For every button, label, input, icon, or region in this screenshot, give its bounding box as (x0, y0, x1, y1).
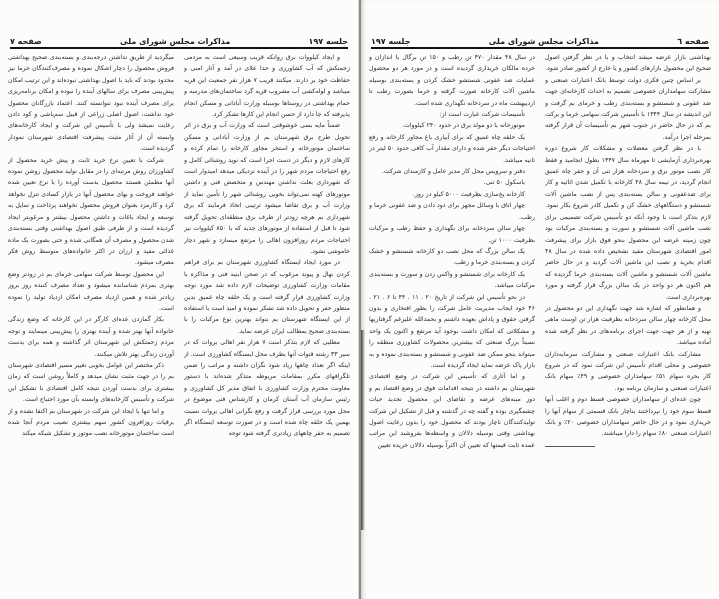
session-label: جلسه ۱۹۷ (308, 37, 348, 46)
paragraph: یک کارخانه برای شستشو و واکس زدن و سورت و بسته‌بندی مرکبات میباشد. (369, 270, 535, 290)
paragraph: ذکر مختصر این عوامل بخوبی تغییر مسیر اقتصادی شهرستان بم را در جهت مثبت نشان میدهد و کاملاً روشن است که زمان بیشتری برای بدست آوردن نتیجه کامل اقتصادی با تشکیل این شرکت و تأسیس کارخانه‌های وابسته بآن مورد احتیاج است. (8, 361, 174, 404)
paragraph: دفتر و سرویس محل کار مدیر عامل و کارمندان شرکت. (381, 168, 525, 176)
paragraph: مشارکت بانک اعتبارات صنعتی و مشارکت سرمایه‌داران خصوصی و محلی اقدام تأسیس این شرکت نمود که در شروع کار بحره سهام ۵۱٪ سهامداران خصوصی و ۴۹٪ سهام بانک اعتبارات صنعتی و سازمان برنامه بود. (545, 350, 711, 392)
paragraph: ضمناً مایه بسی خوشوقتی است که وزارت آب و برق در اثر تحویل طرح برق شهرستان بم از وزارت آبادانی و مسکن ساختمان موتورخانه و استخر مجاور کارخانه را تمام کرده و کارهای لازم و دیگر در دست اجرا است که نوید روشنائی کامل و رفع احتیاجات مردم شهر را در آینده نزدیکی میدهد امیدوار است که شهرداری بعلت نداشتن مهندس و متخصص فنی و داشتن موتورهای کهنه نمی‌تواند بخوبی روشنائی شهر را تأمین نماید از وزارت آب و برق تقاضا میشود ترتیبی اتخاذ فرمایند که برق شهرداری بم هرچه زودتر از طرف برق منطقه‌ای تحویل گرفته شود تا قبل از استفاده از موتورهای جدید که با ۸۵۰ کیلووات نیز احتیاجات مردم روزافزون اهالی را مرتفع میسازد و شهر دچار خاموشی نشود. (184, 122, 350, 255)
paragraph: و اما تنها با ایجاد این شرکت در شهرستان بم اکتفا نشده و از برقیات روزافزون کشور سهم بیشتری نصیب مردم آنجا شده است ساختمان موتورخانه نصب موتور و تشکیل شبکه میکند (8, 407, 174, 438)
paragraph: بکار گماردن عده‌ای کارگر در این کارخانه که وضع زندگی خانواده آنها بهتر شده و آینده بهتری را پیش‌بینی مینمایند و توجه مردم زحمتکش این شهرستان اثر گذاشته و همه برای بدست آوردن زندگی بهتر تلاش میکنند. (8, 316, 174, 358)
page-header-right (371, 30, 709, 49)
paragraph: و ایجاد کیلووات برق روانکه قریب وسیعی است به مردمی زحمتکش که آب کشاورزی و حدا علای در آمد و آثار امنی و حفاظت خود بر دارند. میکنند قریب ۷ هزار نفر جمعیت این قریه میباشد و لوله‌کشی آب مشروب قریه گرد ساختمان‌های مدرسه و حمام بهداشتی در روستاها بوسیله وزارت آبادانی و مسکن انجام پذیرفته که جا دارد از حسن انجام این کارها تشکر کرد. (184, 54, 350, 119)
paragraph: بر اساس چنین فکری دولت توسط بانک اعتبارات صنعتی و مشارکت سهامداران خصوصی تصمیم به احداث کارخانه‌ای جهت ضد عفونی و شستشو و بسته‌بندی رطب و خرمای بم گرفت و این اندیشه در سال ۱۳۴۴ با تأسیس شرکت سهامی خرما و برکت بم که در حال حاضر در جنوب شهر بم تأسیسات آن قرار گرفته بمرحله اجرا درآمد. (545, 76, 711, 141)
running-title: مذاکرات مجلس شورای ملی (488, 37, 599, 46)
page-number: صفحه ۷ (10, 37, 42, 46)
paragraph: یک سالن بزرگ که محل نصب دو کارخانه شستشو و خشک کردن و بسته‌بندی خرما و رطب. (369, 247, 535, 267)
running-title: مذاکرات مجلس شورای ملی (120, 37, 231, 46)
paragraph: باسکول ۵۰ تنی. (483, 179, 525, 187)
page-header-left (10, 30, 348, 49)
paragraph: و همانطور که اشاره شد جهت نگهداری این دو محصول در محل کارخانه چهار سالن سردخانه بظرفیت هزار تن اوست ماهی تهیه و از هر جهت جهت اجرای برنامه‌های در نظر گرفته شده آماده میباشد. (545, 304, 711, 347)
paragraph: میگردید از طریق نداشتن درجه‌بندی و بسته‌بندی صحیح بهداشتی فروش محصول را دچار اشکال نموده و مصرف‌کنندگان خرما نیز محدود بودند که باید با اصول بهداشتی نبوده‌اند و این ترتیب امکان پیش‌بینی مصرف برای سالهای آینده را نبوده و امکان برنامه‌ریزی برای مصرف آینده نبود نتوانسته کنند. اعتماد بازرگانان محصول خود نداشت، اصول اصلی زراعی از قبیل سم‌پاشی و کود دادن رعایت نمیشد ولی با تأسیس این شرکت و ایجاد کارخانه‌های وابسته آن از آثار مثبت پیشرفت اقتصادی شهرستان نمودار گردیده است. (8, 54, 174, 153)
paragraph: و اما آثاری که تأسیس این شرکت در وضع اقتصادی شهرستان بم داشته در نتیجه اقدامات فوق در وضع اقتصاد بم و دوز مینه‌های عرضه و تقاضای این محصول تجدید حیات چشمگیری بوده و گفته چه در گذشته و قبل از تشکیل این شرکت تولیدکنندگان ناچار بودند که محصول خود را بدون رعایت اصول بهداشتی وقتی بوسیله دلالان و واسطه‌ها بفروشند این مراتب عمده ثابت قیمتها که تعیین آن اکثراً بوسیله دلالان خریده تعیین (369, 373, 535, 449)
paragraph: یک حلقه چاه عمیق که برای آبیاری باغ مجاور کارخانه و رفع احتیاجات دیگر حفر شده و دارای مقدار آب کافی حدود ۵۰ لیتر در ثانیه میباشد. (369, 133, 535, 164)
paragraph: بهداشتی بازار عرضه میشد انتخاب و با در نظر گرفتن اصول صحیح این محصول بازارهای کشور و یا خارج از کشور صادر شود. (545, 54, 711, 73)
session-label: جلسه ۱۹۷ (371, 37, 411, 46)
column-left (8, 52, 174, 549)
paragraph: این محصول توسط شرکت سهامی خرمای بم در زودتر وضع بهتری بمردم شناسانده میشود و تعداد مصرف کننده روز بروز زیادتر شده و همین ازدیاد مصرف امکان ازدیاد تولید را نموده است. (8, 270, 174, 312)
column-left (369, 52, 535, 549)
page-left (0, 0, 359, 599)
page-right (359, 0, 719, 599)
paragraph: تأسیسات شرکت عبارت است از: (439, 111, 525, 119)
paragraph: چون عده‌ای از سهامداران خصوصی قسط دوم و اغلب آنها قسط سوم خود را نپرداختند بناچار بانک قسمتی از سهام آنها را خریداری نمود و در حال حاضر سهامداران خصوصی ۲۰٪ و بانک اعتبارات صنعتی ۸۰٪ سهام را دارا میباشند. (545, 396, 711, 438)
paragraph: چهار اتاق با وسائل مجهز برای دود دادن و ضد عفونی خرما و رطب. (369, 202, 535, 221)
paragraph: در نحو تأسیس این شرکت از تاریخ ۲۰ . ۱۱ . ۴۴ تا ۶ . ۲۱ . ۴۶ خود ایجاب مدیریت عامل شرکت را بطور افتخاری و بدون گرفتن حقوق و پاداش بعهده داشتم و بحمدالله علیرغم گرفتاریها و مشکلاتی که امکان داشت بوجود آید مرتفع و اکنون یک واحد نسبتاً بزرگ صنعتی که بیشترین محصولات کشاورزی منطقه را میتواند بنحو ممکن ضد عفونی و شستشو و بسته‌بندی نموده و به بازار پاک عرضه نماید ایجاد گردیده است. (369, 293, 535, 369)
column-right (545, 52, 711, 549)
paragraph: مطلبی که لازم بتذکر است ۷ هزار نفر اهالی بروات که در سیر ۳۳ رشته قنوات آنها بطرف محل ایستگاه کشاورزی است. از اینکه اگر تعداد چاهها زیاد شود نگران داشته و مراتب را ضمن تلگرافهای مکرر بمقامات مربوطه متذکر شده‌اند با دستور معاونت محترم وزارت کشاورزی با اتفاق مدیر کل کشاورزی و رئیس سازمان آب آستان کرمان و کارشناس فنی موضوع در محل مورد بررسی قرار گرفت و رفع نگرانی اهالی بروات نسبت بهمین یک حلقه چاه شده است و در صورت توسعه ایستگاه اگر تصمیم به حفر چاههای زیادتری گرفته شود توجه (184, 339, 350, 438)
paragraph: موتورخانه با دو مولد برق در حدود ۲۴۰ کیلووات. (402, 122, 525, 130)
paragraph: در سال ۴۸ مقدار ۴۷۰ تن رطب و ۱۵۰ تن برگال با اندازان و خرده مالکان خریداری گردیده است و در مورد هر دو محصول عملیات ضد عفونی شستشو خشک کردن و بسته‌بندی بوسیله ماشین آلات کارخانه صورت گرفته و خرما بصورت رطب تا اردیبهشت ماه در سردخانه نگهداری شده است. (369, 54, 535, 107)
column-right (184, 52, 350, 549)
binding-shadow (361, 330, 365, 530)
paragraph: شرکت با تعیین نرخ خرید ثابت و پیش خرید محصول از کشاورزان روش مرتبه‌ای را در مقابل تولید محصول روشن نموده آنها مطمئن هستند محصول بدست آورده را با نرخ تعیین شده خواهند فروخت و بهای محصول آنها در بازار کسادی تنزل نخواهد کرد و کارمزد بعنوان فروش محصول نخواهند پرداخت و تمایل به توسعه و ایجاد باغات و داشتن محصول بیشتر و مرغوبتر ایجاد گردیده است و از طرفی طبق اصول بهداشتی وقتی بسته‌بندی شدن محصول و مصرف آن همگانی شده و حتی بصورت یک ماده غذائی مفید و ارزان در اکثر خانواده‌های متوسط روش فکر مصرف میشود. (8, 156, 174, 267)
text-columns-left (8, 52, 350, 549)
text-columns-right (369, 52, 711, 549)
end-rule (545, 446, 595, 447)
paragraph: با در نظر گرفتن معضلات و مشکلات کار شروع دوره بهره‌برداری آزمایشی تا مهرماه سال ۱۳۴۷ بطول انجامید و فقط کار نصب موتور برق و سردخانه هزار تنی آن و حفر چاه عمیق انجام گردید، در نیمه سال ۴۸ کارخانه با تکمیل شدن اثاثیه و کار برای ضدعفونی و سالن بسته‌بندی پس از نصب ماشین آلات شستشو و دستگاههای خشک کن و تکمیل کادر شروع بکار نمود. لازم بتذکر است با وجود آنکه دو تأسیس شرکت تصمیمی برای نصب ماشین آلات شستشو و سورت و بسته‌بندی مرکبات بود چون زمینه عرضه این محصول بنحو فوق بازار برای پیشرفت امور اقتصادی شهرستان مفید تشخیص داده شده در سال ۴۸ اقدام بخرید و نصب این ماشین آلات گردید و در حال حاضر ماشین آلات شستشو و ماشین آلات بسته‌بندی خرما گردیده که هم اکنون هر دو واحد در یک سالن بزرگ قرار گرفته و مورد بهره‌برداری است. (545, 145, 711, 301)
paragraph: در مورد ایجاد ایستگاه کشاورزی شهرستان بم برای فراهم کردن نهال و پیوند مرغوب که در صحن ابنیه فنی و مذاکره با مقامات وزارت کشاورزی توضیحات لازم داده شد مورد توجه وزارت کشاورزی قرار گرفته است و یک حلقه چاه عمیق بدین منظور حفر و تحویل داده شد تشکر نموده و امید است با استفاده از این ایستگاه شهرستان بم بتواند بهترین نوع مرکبات را با بسته‌بندی صحیح بمطالب ایران عرضه نماید. (184, 259, 350, 335)
paragraph: چهار سالن سردخانه برای نگهداری و حفظ رطب و مرکبات بظرفیت ۱۰۰۰ تن. (369, 225, 535, 244)
page-number: صفحه ٦ (677, 37, 709, 46)
paragraph: کارخانه یخ‌سازی بظرفیت ۵۰۰۰ کیلو در روز. (412, 190, 525, 198)
